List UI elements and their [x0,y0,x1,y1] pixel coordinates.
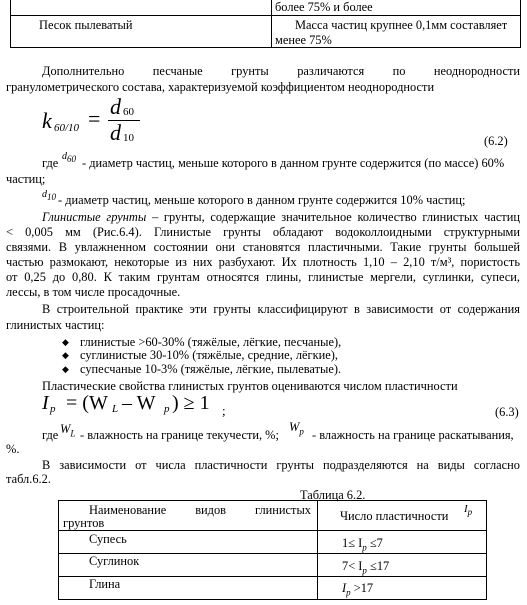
bullet-item-1: глинистые >60-30% (тяжёлые, лёгкие, песчаные), [80,335,342,349]
formula-6-3-number: (6.3) [495,405,519,419]
table-row: Суглинок [58,553,318,577]
bullet-icon: ◆ [62,337,69,347]
top-table-row2-right-line1: Масса частиц крупнее 0,1мм составляет [295,18,508,32]
para1-line1: Дополнительно песчаные грунты различаются по неоднородности [42,64,520,78]
table-caption: Таблица 6.2. [300,488,366,502]
para2-line2: глинистых частиц: [6,318,105,332]
clay-line1: Глинистые грунты – грунты, содержащие значительное количество глинистых частиц [42,210,520,224]
bullet-item-2: суглинистые 30-10% (тяжёлые, средние, лёгкие), [80,348,338,362]
plasticity-intro: Пластические свойства глинистых грунтов оцениваются числом пластичности [42,379,458,393]
para3-line1: В зависимости от числа пластичности грунты подразделяются на виды согласно [42,458,520,472]
table-row: Супесь [58,530,318,554]
wp-symbol: $W_p$ [289,420,304,437]
top-table-row1-text: более 75% и более [275,0,373,14]
def-w-prefix: где [42,428,59,442]
top-table-row2-right-line2: менее 75% [275,33,332,47]
def-wl-text: - влажность на границе текучести, %; [80,428,279,442]
def-d10-text: - диаметр частиц, меньше которого в данном грунте содержится 10% частиц; [58,193,466,207]
def-wp-text: - влажность на границе раскатывания, [312,428,514,442]
top-table-row2-left-text: Песок пылеватый [39,18,133,32]
formula-6-3: I p = (W L – W p ) ≥ 1 ; [42,392,226,418]
table-row-value: $1\le I_p \le 7$ [317,530,487,554]
top-table-row1-left [10,0,272,16]
table-header-left: Наименование видов глинистых грунтов [58,500,318,531]
top-table-row2-right [271,15,521,48]
clay-line4: частью размокают, некоторые из них разбухают. Их плотность 1,10 – 2,10 т/м³, пористость [6,255,520,269]
bullet-icon: ◆ [62,364,69,374]
formula-6-2-number: (6.2) [484,134,508,148]
clay-line6: лессы, в том числе просадочные. [6,285,181,299]
para3-line2: табл.6.2. [6,472,51,486]
d60-symbol: $d_{60}$ [62,151,76,164]
table-row-value: $7< I_p \le 17$ [317,553,487,577]
def-d60-prefix: где [42,156,59,170]
para2-line1: В строительной практике эти грунты классифицируют в зависимости от содержания [42,302,520,316]
def-d60-line1: - диаметр частиц, меньше которого в данном грунте содержится (по массе) 60% [82,156,505,170]
table-row: Глина [58,576,318,600]
def-d60-line2: частиц; [6,172,46,186]
bullet-icon: ◆ [62,350,69,360]
clay-line5: от 0,25 до 0,80. К таким грунтам относятся глины, глинистые мергели, суглинки, супеси, [6,270,520,284]
bullet-item-3: супесчаные 10-3% (тяжёлые, лёгкие, пылеватые). [80,362,342,376]
top-table-row2-left [10,15,272,48]
formula-6-2: k 60/10 = d 60 d 10 [42,96,192,148]
top-table-row1-right [271,0,521,16]
table-header-right: Число пластичности $I_p$ [317,500,487,531]
clay-line2: < 0,005 мм (Рис.6.4). Глинистые грунты обладают водоколлоидными структурными [6,225,520,239]
ip-symbol: $I_p$ [464,503,473,518]
table-row-value: $I_p >17$ [317,576,487,600]
para1-line2: гранулометрического состава, характеризуемой коэффициентом неоднородности [6,80,435,94]
clay-line3: связями. В увлажненном состоянии они становятся пластичными. Такие грунты большей [6,240,520,254]
wl-symbol: $W_L$ [60,422,76,439]
def-w-line2: %. [6,442,20,456]
d10-symbol: $d_{10}$ [42,189,56,202]
